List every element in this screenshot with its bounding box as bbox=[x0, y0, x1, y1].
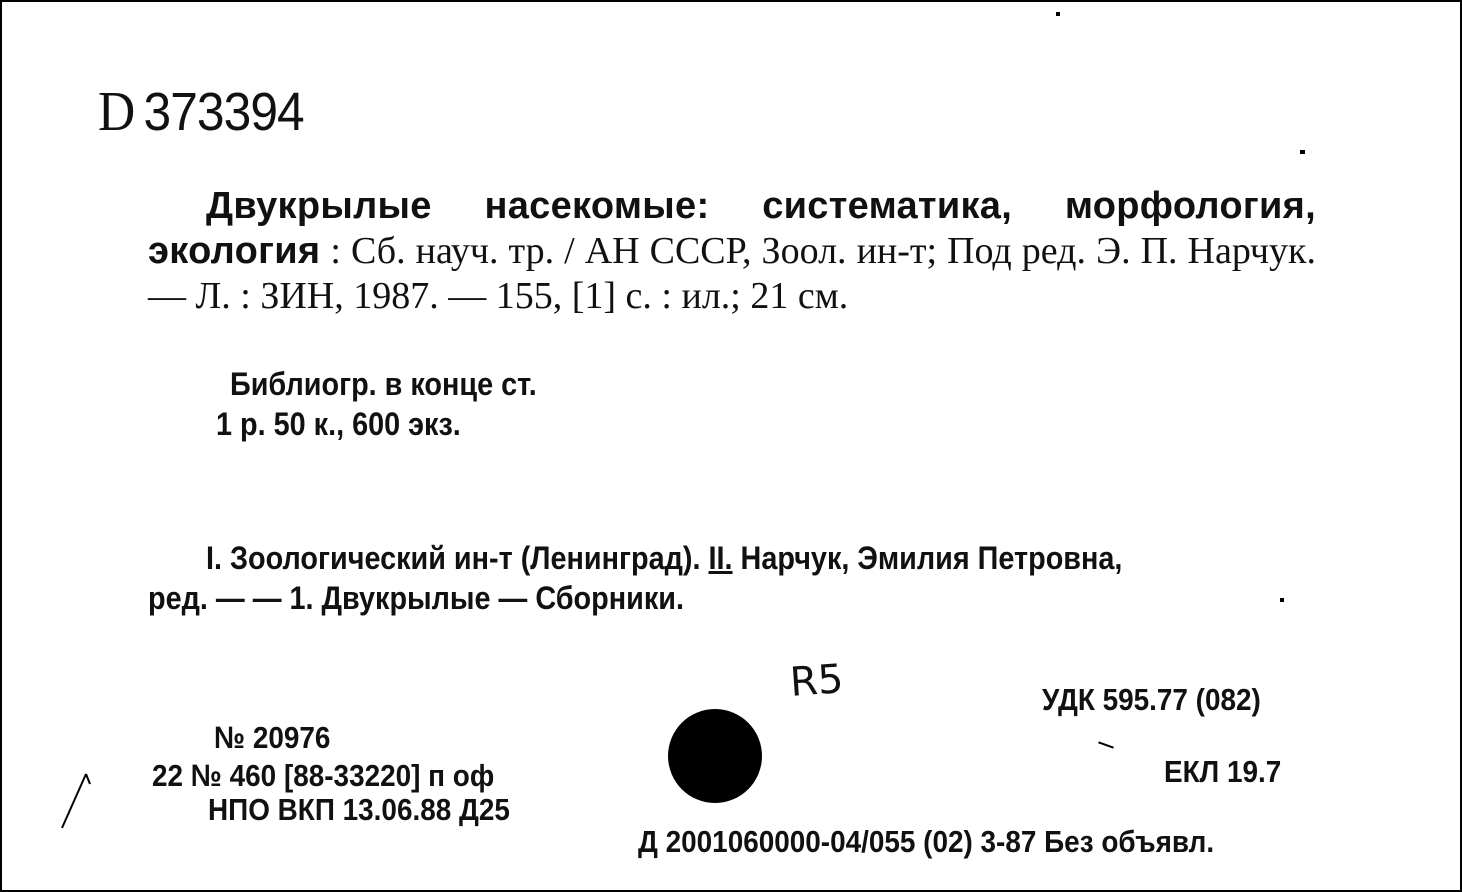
publisher-order: 22 № 460 [88-33220] п оф bbox=[152, 758, 495, 793]
footer-code: Д 2001060000-04/055 (02) 3-87 Без объявл. bbox=[638, 824, 1215, 859]
call-number bbox=[98, 80, 304, 144]
tracing-roman-numeral: II. bbox=[708, 540, 733, 576]
handwritten-mark: R5 bbox=[788, 656, 845, 706]
entry-details: : Сб. науч. тр. / АН СССР, Зоол. ин-т; Под ред. Э. П. Нарчук. — Л. : ЗИН, 1987. — 155, [1] с. : ил.; 21 см. bbox=[148, 230, 1316, 317]
publisher-number: № 20976 bbox=[214, 720, 331, 755]
ekl-code: ЕКЛ 19.7 bbox=[1164, 754, 1282, 789]
tracing-corporate: I. Зоологический ин-т (Ленинград). bbox=[206, 540, 701, 576]
dust-speck bbox=[1280, 598, 1284, 602]
bibliography-note: Библиогр. в конце ст. bbox=[230, 366, 537, 402]
call-number-value: 373394 bbox=[143, 82, 304, 142]
tracing-line-2: ред. — — 1. Двукрылые — Сборники. bbox=[148, 580, 684, 616]
pen-stroke-mark bbox=[56, 772, 96, 832]
call-number-prefix: D bbox=[98, 81, 135, 143]
tracing-editor: Нарчук, Эмилия Петровна, bbox=[740, 540, 1123, 576]
dust-speck bbox=[1098, 741, 1114, 748]
price-note: 1 р. 50 к., 600 экз. bbox=[216, 406, 461, 442]
udk-code: УДК 595.77 (082) bbox=[1042, 682, 1261, 717]
entry-title: Двукрылые насекомые: систематика, морфология, экология bbox=[148, 185, 1316, 272]
tracing-line-1 bbox=[206, 540, 1122, 577]
punched-hole-mark bbox=[668, 709, 762, 803]
bibliographic-entry bbox=[148, 184, 1316, 319]
dust-speck bbox=[1300, 150, 1305, 154]
publisher-printer: НПО ВКП 13.06.88 Д25 bbox=[208, 792, 510, 827]
dust-speck bbox=[1056, 12, 1060, 16]
